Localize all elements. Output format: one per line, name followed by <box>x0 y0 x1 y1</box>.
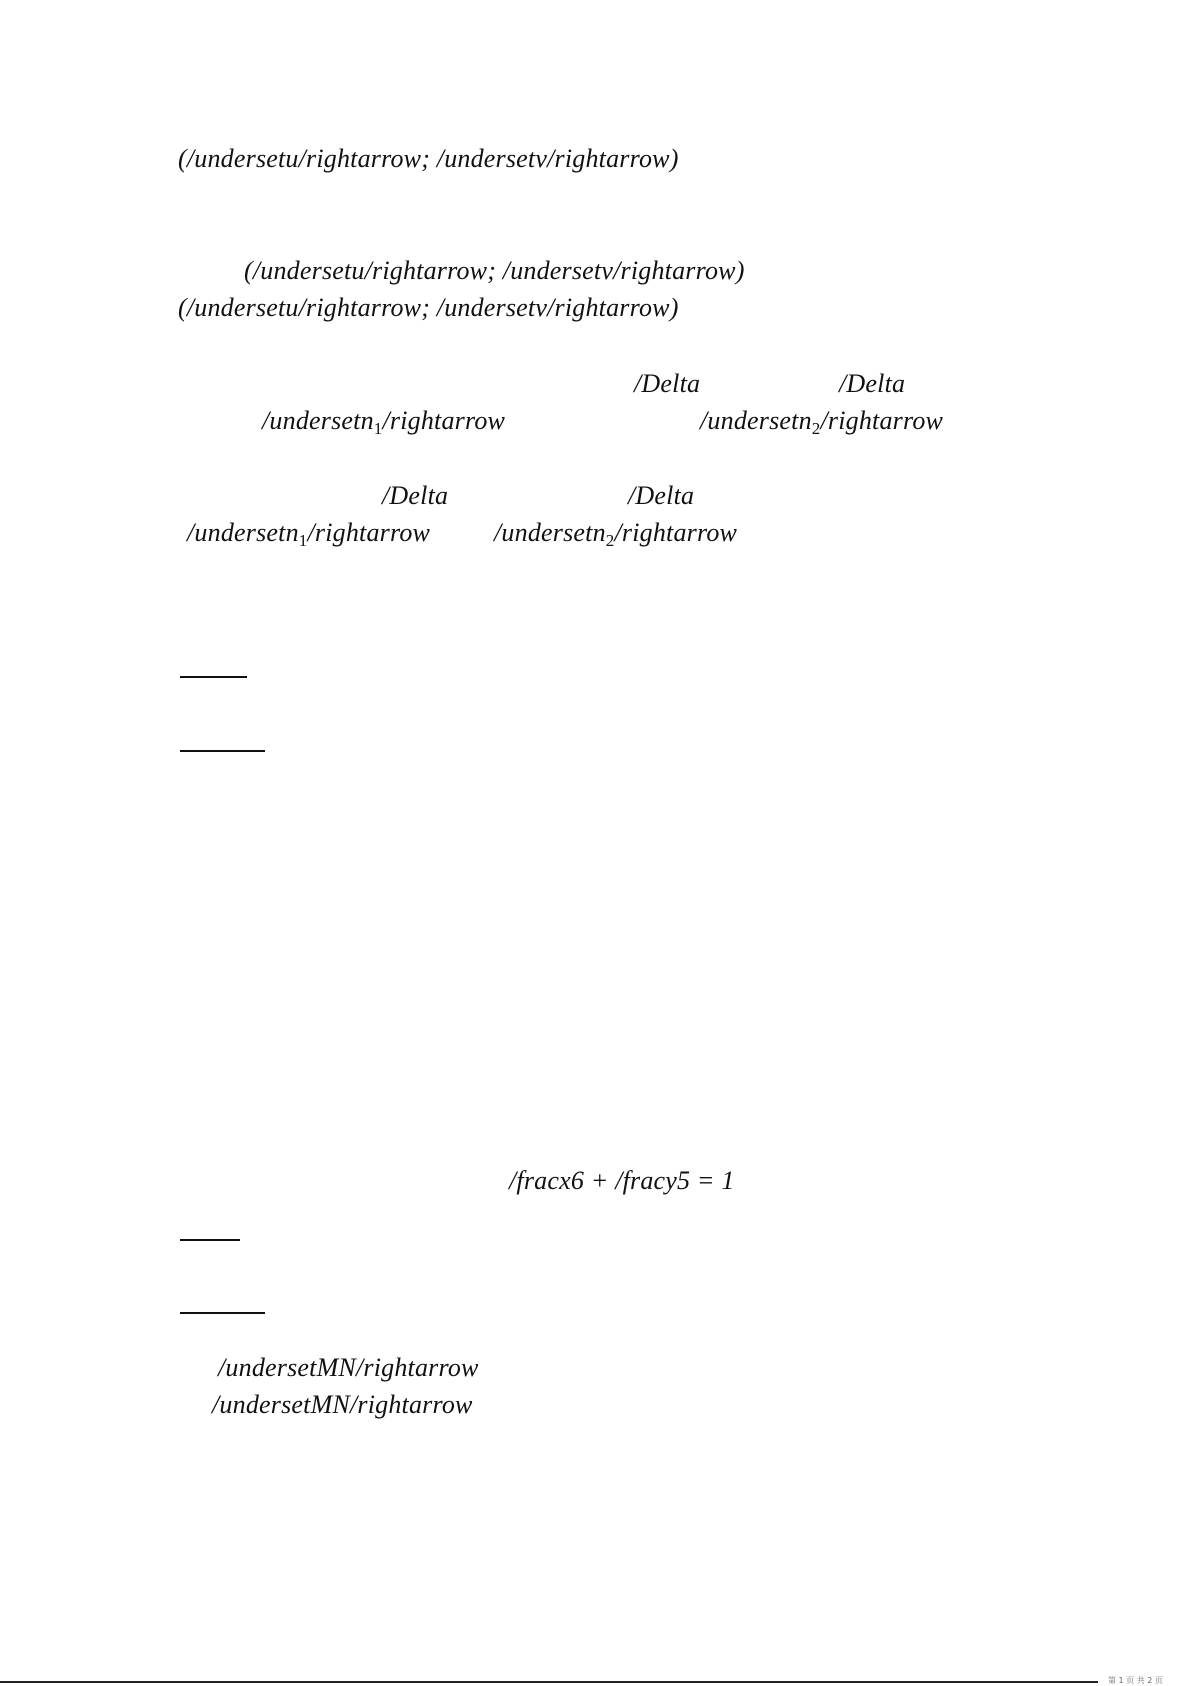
answer-blank-line-1 <box>180 676 247 678</box>
delta-symbol-3: /Delta <box>382 481 449 510</box>
n1-subscript: 1 <box>373 419 383 438</box>
normal-vector-n2-formula-1 <box>700 406 943 436</box>
normal-vector-n2-formula-2 <box>494 518 737 548</box>
answer-blank-line-3 <box>180 1239 240 1241</box>
n1-prefix: /undersetn <box>187 518 299 547</box>
n1-subscript: 1 <box>298 531 308 550</box>
vector-pair-formula-2: (/undersetu/rightarrow; /undersetv/rightarrow) <box>244 256 745 285</box>
n1-suffix: /rightarrow <box>382 406 506 435</box>
n2-subscript: 2 <box>811 419 821 438</box>
answer-blank-line-2 <box>180 750 265 752</box>
vector-pair-formula-1: (/undersetu/rightarrow; /undersetv/rightarrow) <box>178 144 679 173</box>
vector-pair-formula-3: (/undersetu/rightarrow; /undersetv/rightarrow) <box>178 293 679 322</box>
mn-vector-formula-1: /undersetMN/rightarrow <box>218 1353 479 1382</box>
mn-vector-formula-2: /undersetMN/rightarrow <box>212 1390 473 1419</box>
n2-prefix: /undersetn <box>700 406 812 435</box>
n2-suffix: /rightarrow <box>820 406 944 435</box>
n2-prefix: /undersetn <box>494 518 606 547</box>
n2-subscript: 2 <box>605 531 615 550</box>
normal-vector-n1-formula-2 <box>187 518 430 548</box>
delta-symbol-1: /Delta <box>634 369 701 398</box>
n1-suffix: /rightarrow <box>307 518 431 547</box>
normal-vector-n1-formula-1 <box>262 406 505 436</box>
page-bottom-border <box>0 1681 1098 1683</box>
n2-suffix: /rightarrow <box>614 518 738 547</box>
fraction-equation: /fracx6 + /fracy5 = 1 <box>509 1166 735 1195</box>
delta-symbol-2: /Delta <box>839 369 906 398</box>
delta-symbol-4: /Delta <box>628 481 695 510</box>
n1-prefix: /undersetn <box>262 406 374 435</box>
page-corner-mark: 第 1 页 共 2 页 <box>1108 1676 1163 1685</box>
answer-blank-line-4 <box>180 1312 265 1314</box>
